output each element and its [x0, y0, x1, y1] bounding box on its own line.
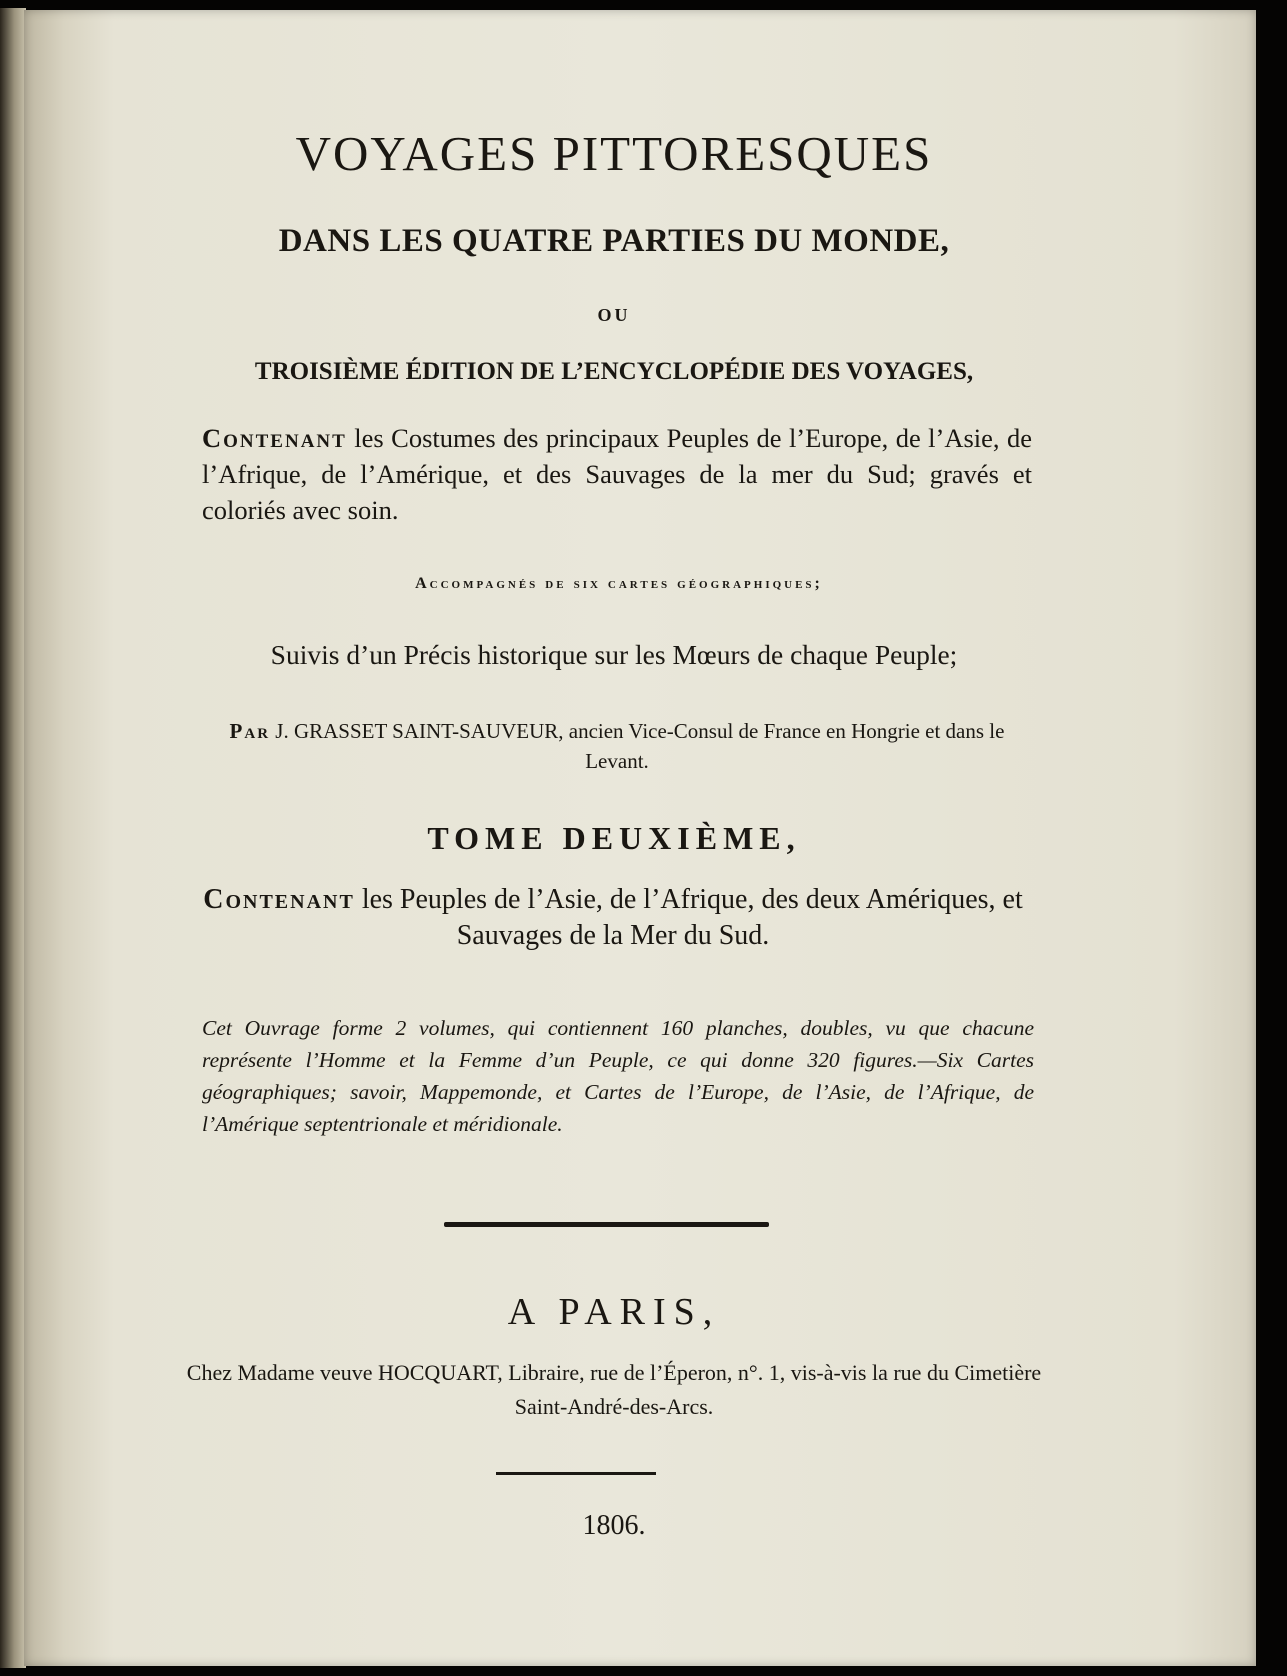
volume-title: TOME DEUXIÈME, — [427, 820, 801, 856]
book-subtitle: DANS LES QUATRE PARTIES DU MONDE, — [278, 223, 950, 259]
author-line — [200, 716, 1034, 776]
author-lead: Par — [229, 719, 271, 743]
page-edge — [0, 8, 26, 1668]
book-title: VOYAGES PITTORESQUES — [295, 126, 933, 181]
author-text: J. GRASSET SAINT-SAUVEUR, ancien Vice-Consul de France en Hongrie et dans le Levant. — [275, 719, 1005, 773]
work-description: Cet Ouvrage forme 2 volumes, qui contiennent 160 planches, doubles, vu que chacune représente l’Homme et la Femme d’un Peuple, ce qui donne 320 figures.—Six Cartes géographiques; savoir, Mappemonde, et Cartes de l’Europe, de l’Asie, de l’Afrique, de l’Amérique septentrionale et méridionale. — [202, 1016, 1034, 1136]
short-divider-rule — [496, 1472, 656, 1475]
volume-contents-text: les Peuples de l’Asie, de l’Afrique, des deux Amériques, et Sauvages de la Mer du Sud. — [361, 884, 1023, 951]
contents-description — [202, 420, 1032, 528]
contents-lead: Contenant — [202, 423, 347, 453]
publication-year: 1806. — [582, 1510, 646, 1541]
divider-rule — [444, 1222, 769, 1227]
imprint-city: A PARIS, — [507, 1291, 721, 1333]
volume-contents-lead: Contenant — [203, 884, 355, 915]
edition-line: TROISIÈME ÉDITION DE L’ENCYCLOPÉDIE DES VOYAGES, — [254, 358, 974, 385]
historical-precis: Suivis d’un Précis historique sur les Mœurs de chaque Peuple; — [270, 639, 958, 670]
imprint-publisher: Chez Madame veuve HOCQUART, Libraire, rue de l’Éperon, n°. 1, vis-à-vis la rue du Cimetière Saint-André-des-Arcs. — [186, 1360, 1042, 1419]
title-page — [24, 10, 1256, 1666]
contents-text: les Costumes des principaux Peuples de l’Europe, de l’Asie, de l’Afrique, de l’Amérique, et des Sauvages de la mer du Sud; gravés et coloriés avec soin. — [202, 423, 1032, 525]
conjunction-ou: OU — [597, 305, 631, 325]
volume-contents — [192, 882, 1034, 954]
maps-note: Accompagnés de six cartes géographiques; — [415, 575, 823, 592]
